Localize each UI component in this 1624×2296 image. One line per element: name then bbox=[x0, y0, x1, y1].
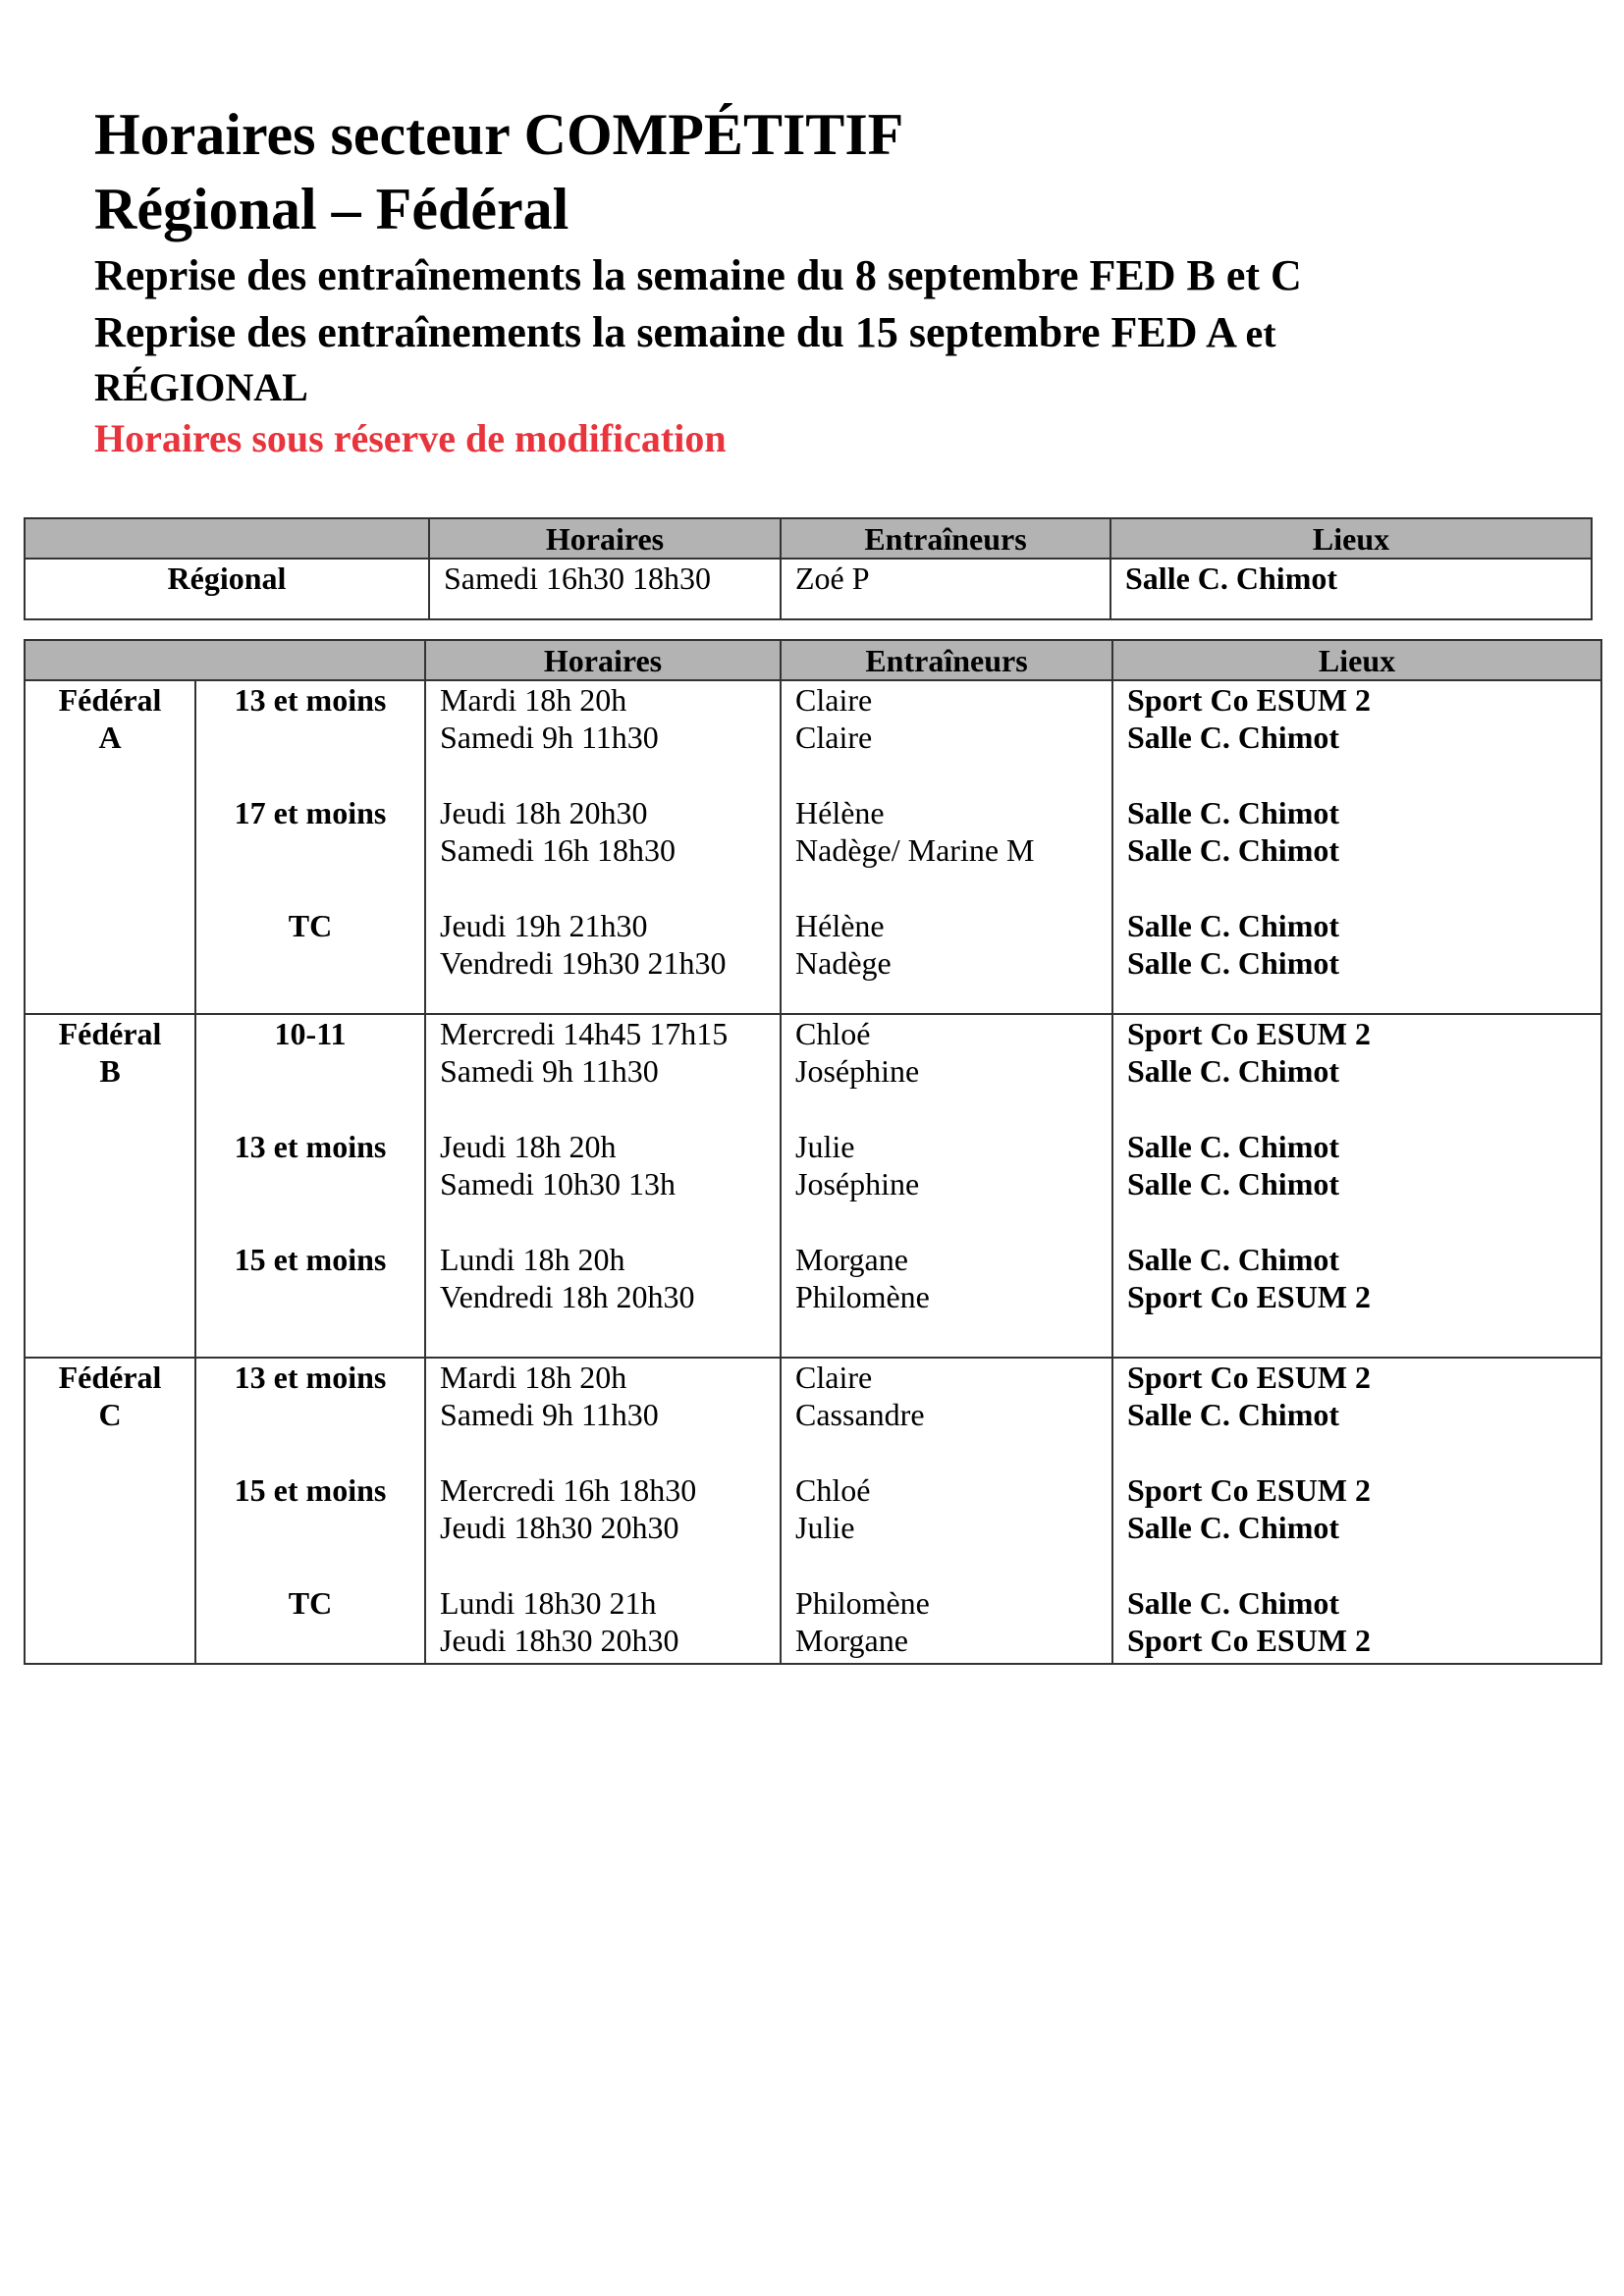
entraineurs-cell bbox=[781, 680, 1112, 1014]
entraineurs-cell bbox=[781, 1358, 1112, 1664]
session-horaire: Mercredi 16h 18h30 bbox=[440, 1472, 697, 1508]
row-spacer bbox=[795, 1433, 1111, 1471]
session-entraineur: Joséphine bbox=[795, 1166, 920, 1201]
session-lieu: Salle C. Chimot bbox=[1127, 1585, 1339, 1621]
category-name: 15 et moins bbox=[234, 1242, 387, 1277]
session-horaire: Jeudi 18h30 20h30 bbox=[440, 1623, 679, 1658]
session-lieu: Sport Co ESUM 2 bbox=[1127, 1623, 1372, 1658]
horaires-cell bbox=[425, 1358, 781, 1664]
session-horaire: Vendredi 19h30 21h30 bbox=[440, 945, 727, 981]
federal-group-name: Fédéral bbox=[58, 1016, 162, 1051]
session-entraineur: Morgane bbox=[795, 1623, 908, 1658]
session-horaire: Jeudi 18h 20h30 bbox=[440, 795, 648, 830]
federal-group-letter: B bbox=[99, 1053, 121, 1089]
session-entraineur: Claire bbox=[795, 1360, 873, 1395]
category-name: 10-11 bbox=[274, 1016, 347, 1051]
session-lieu: Sport Co ESUM 2 bbox=[1127, 1016, 1372, 1051]
category-spacer bbox=[196, 719, 424, 756]
category-cell bbox=[195, 680, 425, 1014]
reprise-line-2 bbox=[94, 304, 1276, 362]
category-name: 15 et moins bbox=[234, 1472, 387, 1508]
lieux-cell bbox=[1112, 1014, 1601, 1358]
row-spacer bbox=[196, 869, 424, 907]
federal-group-letter: A bbox=[98, 720, 122, 755]
category-cell bbox=[195, 1358, 425, 1664]
row-spacer bbox=[795, 1202, 1111, 1241]
row-spacer bbox=[1127, 869, 1600, 907]
session-lieu: Salle C. Chimot bbox=[1127, 908, 1339, 943]
session-entraineur: Cassandre bbox=[795, 1397, 925, 1432]
category-name: 17 et moins bbox=[234, 795, 387, 830]
reprise-line-1: Reprise des entraînements la semaine du 8 septembre FED B et C bbox=[94, 251, 1302, 299]
category-spacer bbox=[196, 1396, 424, 1433]
regional-table bbox=[24, 517, 1593, 620]
session-entraineur: Julie bbox=[795, 1510, 855, 1545]
row-spacer bbox=[1127, 1090, 1600, 1128]
session-entraineur: Philomène bbox=[795, 1279, 930, 1314]
row-spacer bbox=[196, 1546, 424, 1584]
session-entraineur: Hélène bbox=[795, 908, 885, 943]
lieux-cell bbox=[1112, 1358, 1601, 1664]
row-spacer bbox=[795, 1090, 1111, 1128]
federal-group-row bbox=[25, 680, 1601, 1014]
federal-group-row bbox=[25, 1358, 1601, 1664]
session-lieu: Salle C. Chimot bbox=[1127, 1129, 1339, 1164]
row-spacer bbox=[1127, 1433, 1600, 1471]
session-entraineur: Nadège/ Marine M bbox=[795, 832, 1035, 868]
regional-lieu: Salle C. Chimot bbox=[1110, 559, 1592, 619]
row-spacer bbox=[196, 1433, 424, 1471]
session-lieu: Sport Co ESUM 2 bbox=[1127, 1279, 1372, 1314]
federal-group-letter: C bbox=[98, 1397, 122, 1432]
session-lieu: Salle C. Chimot bbox=[1127, 1397, 1339, 1432]
session-lieu: Salle C. Chimot bbox=[1127, 1053, 1339, 1089]
row-spacer bbox=[795, 1546, 1111, 1584]
session-horaire: Lundi 18h30 21h bbox=[440, 1585, 657, 1621]
header-empty-cell bbox=[25, 640, 425, 680]
session-entraineur: Joséphine bbox=[795, 1053, 920, 1089]
title-line-2: Régional – Fédéral bbox=[94, 177, 569, 241]
session-entraineur: Chloé bbox=[795, 1472, 871, 1508]
category-name: TC bbox=[288, 1585, 333, 1621]
header-lieux: Lieux bbox=[1110, 518, 1592, 559]
federal-group-row bbox=[25, 1014, 1601, 1358]
session-lieu: Sport Co ESUM 2 bbox=[1127, 682, 1372, 718]
row-spacer bbox=[440, 1090, 780, 1128]
session-entraineur: Morgane bbox=[795, 1242, 908, 1277]
category-name: TC bbox=[288, 908, 333, 943]
session-lieu: Sport Co ESUM 2 bbox=[1127, 1472, 1372, 1508]
category-spacer bbox=[196, 831, 424, 869]
header-horaires: Horaires bbox=[425, 640, 781, 680]
session-horaire: Samedi 9h 11h30 bbox=[440, 1053, 659, 1089]
row-spacer bbox=[440, 1202, 780, 1241]
session-horaire: Samedi 16h 18h30 bbox=[440, 832, 676, 868]
reprise-line-2-tail: et bbox=[1245, 311, 1276, 355]
session-entraineur: Chloé bbox=[795, 1016, 871, 1051]
category-name: 13 et moins bbox=[234, 1129, 387, 1164]
row-spacer bbox=[196, 1202, 424, 1241]
header-horaires: Horaires bbox=[429, 518, 781, 559]
category-spacer bbox=[196, 1052, 424, 1090]
regional-horaire: Samedi 16h30 18h30 bbox=[429, 559, 781, 619]
federal-group-label bbox=[25, 1014, 195, 1358]
entraineurs-cell bbox=[781, 1014, 1112, 1358]
session-horaire: Samedi 10h30 13h bbox=[440, 1166, 676, 1201]
federal-body bbox=[25, 680, 1601, 1664]
regional-label: Régional bbox=[25, 559, 429, 619]
row-spacer bbox=[1127, 1546, 1600, 1584]
federal-header-row bbox=[25, 640, 1601, 680]
session-horaire: Jeudi 18h30 20h30 bbox=[440, 1510, 679, 1545]
title-line-1: Horaires secteur COMPÉTITIF bbox=[94, 102, 904, 167]
row-spacer bbox=[1127, 756, 1600, 794]
session-horaire: Mardi 18h 20h bbox=[440, 682, 627, 718]
category-spacer bbox=[196, 1165, 424, 1202]
category-name: 13 et moins bbox=[234, 1360, 387, 1395]
session-entraineur: Claire bbox=[795, 682, 873, 718]
session-entraineur: Philomène bbox=[795, 1585, 930, 1621]
category-spacer bbox=[196, 1509, 424, 1546]
row-spacer bbox=[795, 756, 1111, 794]
session-lieu: Sport Co ESUM 2 bbox=[1127, 1360, 1372, 1395]
session-horaire: Mardi 18h 20h bbox=[440, 1360, 627, 1395]
federal-group-label bbox=[25, 680, 195, 1014]
row-spacer bbox=[795, 869, 1111, 907]
federal-group-label bbox=[25, 1358, 195, 1664]
session-entraineur: Claire bbox=[795, 720, 873, 755]
session-horaire: Lundi 18h 20h bbox=[440, 1242, 625, 1277]
session-lieu: Salle C. Chimot bbox=[1127, 795, 1339, 830]
header-lieux: Lieux bbox=[1112, 640, 1601, 680]
row-spacer bbox=[196, 756, 424, 794]
header-entraineurs: Entraîneurs bbox=[781, 640, 1112, 680]
session-lieu: Salle C. Chimot bbox=[1127, 1166, 1339, 1201]
session-entraineur: Hélène bbox=[795, 795, 885, 830]
lieux-cell bbox=[1112, 680, 1601, 1014]
session-horaire: Vendredi 18h 20h30 bbox=[440, 1279, 695, 1314]
session-entraineur: Julie bbox=[795, 1129, 855, 1164]
regional-row bbox=[25, 559, 1592, 619]
notice-text: Horaires sous réserve de modification bbox=[94, 416, 727, 460]
federal-table bbox=[24, 639, 1602, 1665]
session-lieu: Salle C. Chimot bbox=[1127, 832, 1339, 868]
horaires-cell bbox=[425, 680, 781, 1014]
header-empty-cell bbox=[25, 518, 429, 559]
regional-header-row bbox=[25, 518, 1592, 559]
session-horaire: Samedi 9h 11h30 bbox=[440, 720, 659, 755]
federal-group-name: Fédéral bbox=[58, 1360, 162, 1395]
session-lieu: Salle C. Chimot bbox=[1127, 720, 1339, 755]
row-spacer bbox=[440, 1433, 780, 1471]
reprise-line-2-main: Reprise des entraînements la semaine du 15 septembre FED A bbox=[94, 308, 1235, 356]
session-lieu: Salle C. Chimot bbox=[1127, 1510, 1339, 1545]
category-cell bbox=[195, 1014, 425, 1358]
horaires-cell bbox=[425, 1014, 781, 1358]
row-spacer bbox=[1127, 1202, 1600, 1241]
session-horaire: Jeudi 19h 21h30 bbox=[440, 908, 648, 943]
row-spacer bbox=[440, 1546, 780, 1584]
session-lieu: Salle C. Chimot bbox=[1127, 1242, 1339, 1277]
row-spacer bbox=[440, 869, 780, 907]
session-entraineur: Nadège bbox=[795, 945, 892, 981]
row-spacer bbox=[196, 1090, 424, 1128]
category-spacer bbox=[196, 1278, 424, 1315]
session-horaire: Jeudi 18h 20h bbox=[440, 1129, 617, 1164]
category-spacer bbox=[196, 1622, 424, 1659]
category-name: 13 et moins bbox=[234, 682, 387, 718]
session-horaire: Mercredi 14h45 17h15 bbox=[440, 1016, 729, 1051]
session-lieu: Salle C. Chimot bbox=[1127, 945, 1339, 981]
row-spacer bbox=[440, 756, 780, 794]
category-spacer bbox=[196, 944, 424, 982]
session-horaire: Samedi 9h 11h30 bbox=[440, 1397, 659, 1432]
regional-entraineur: Zoé P bbox=[781, 559, 1110, 619]
header-entraineurs: Entraîneurs bbox=[781, 518, 1110, 559]
federal-group-name: Fédéral bbox=[58, 682, 162, 718]
reprise-line-3: RÉGIONAL bbox=[94, 365, 308, 409]
